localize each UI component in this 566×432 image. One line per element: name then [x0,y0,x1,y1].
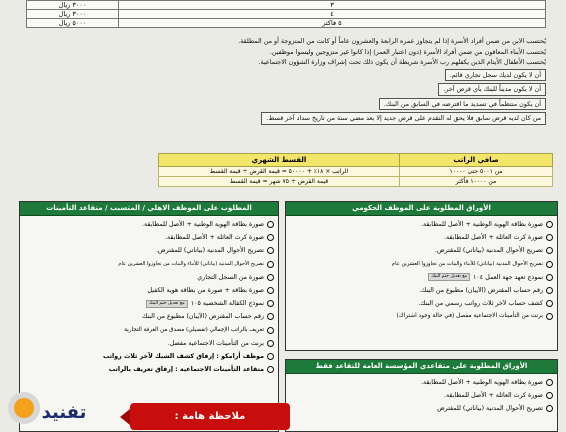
rule-line: يُحتسب الأبناء المعاقون من ضمن أفراد الأسرة (دون اعتبار العمر) إذا كانوا غير متزوجين وليسوا موظفين. [269,47,546,56]
item-text: صورة بطاقة الهوية الوطنية + الأصل للمطابقة. [420,379,543,386]
list-item [290,389,553,402]
item-text: رقم حساب المقترض (الآيبان) مطبوع من البنك [142,313,264,321]
bullet-icon [546,274,553,281]
list-item [290,271,553,284]
fee-count: ٣ [119,1,546,10]
retiree-panel [285,359,558,432]
list-item [290,402,553,415]
item-text: رقم حساب المقترض (الآيبان) مطبوع من البنك. [419,286,543,294]
bullet-icon [267,327,274,334]
list-item [24,297,274,310]
bullet-icon [267,300,274,307]
item-text: صورة بطاقة الهوية الوطنية + الأصل للمطابقة. [141,221,264,228]
bullet-icon [546,221,553,228]
item-text: تعريف بالراتب الإجمالي (تفصيلي) مصدق من الغرفة التجارية [124,326,264,333]
fee-amount: ٣٠٠٠ ريال [27,1,119,10]
panel-title: المطلوب على الموظف الاهلي / المتسبب / متقاعد التأمينات [20,202,278,216]
important-note-banner: ملاحظة هامة : [130,403,290,430]
list-item [290,258,553,271]
bullet-icon [546,300,553,307]
list-item [290,218,553,231]
list-item [290,284,553,297]
bullet-icon [267,221,274,228]
bullet-icon [267,287,274,294]
panel-title: الأوراق المطلوبة على متقاعدي المؤسسة العامة للتقاعد فقط [286,360,557,374]
item-text: صورة بطاقة الهوية الوطنية + الأصل للمطابقة. [420,221,543,228]
installment-formula: قيمة القرض ÷ ٧٥ شهر = قيمة القسط [159,177,400,187]
logo-text: تفنيد [41,402,87,423]
bullet-icon [267,274,274,281]
condition-line: أن يكون منتظماً في تسديد ما اقترضه في السابق من البنك. [379,98,546,111]
bullet-icon [546,247,553,254]
condition-line: أن لا يكون مديناً للبنك بأي قرض آخر. [438,83,546,96]
site-logo [2,388,98,430]
gov-employee-panel [285,201,558,351]
list-item [24,231,274,244]
salary-table [158,153,553,187]
item-text: تصريح الأحوال المدنية (بياناتي) للأبناء والبنات من تجاوزوا العشرين عام [118,260,264,267]
item-text: تصريح الأحوال المدنية (بياناتي) للمقترض. [435,247,543,255]
bullet-icon [546,313,553,320]
bullet-icon [267,366,274,373]
item-text: نموذج تعهد جهة العمل ١٠٤ [473,273,543,281]
item-text: نموذج الكفالة الشخصية ١٠٥ [190,300,264,308]
rule-line: يُحتسب الابن من ضمن أفراد الأسرة إذا لم يتجاوز عمره الرابعة والعشرون عاماً أو كانت من المتزوجة أو من المطلقة. [238,37,546,45]
bullet-icon [267,313,274,320]
bullet-icon [546,287,553,294]
item-text: صورة من السجل التجاري [197,273,264,281]
salary-range: من ٥٠٠١ حتى ١٠٠٠٠ [400,167,553,177]
list-item [24,218,274,231]
bullet-icon [267,340,274,347]
list-item [24,258,274,271]
item-text: تصريح الأحوال المدنية (بياناتي) للمقترض [437,405,543,413]
fee-count: ٥ فاكثر [119,19,546,28]
table-row [27,10,546,19]
list-item [24,244,274,257]
item-text: برنت من التأمينات الاجتماعية مفصل (في حالة وجود اشتراك) [396,313,543,320]
installment-formula: الراتب × ١٨٪ + ٥٠٠٠٠ = قيمة القرض ÷ قيمة القسط [159,167,400,177]
list-item [24,310,274,323]
bullet-icon [267,353,274,360]
installment-header: القسط الشهري [159,154,400,167]
bullet-icon [546,392,553,399]
item-text: تصريح الأحوال المدنية (بياناتي) للأبناء والبنات من تجاوزوا العشرين عام [391,260,543,267]
salary-header: صافي الراتب [400,154,553,167]
list-item [24,350,274,363]
item-text: تصريح الأحوال المدنية (بياناتي) للمقترض. [156,247,264,255]
bullet-icon [546,261,553,268]
bullet-icon [546,405,553,412]
bullet-icon [267,234,274,241]
list-item [290,310,553,323]
condition-line: من كان لديه قرض سابق فلا يحق له التقدم على قرض جديد إلا بعد مضي سنة من تاريخ سداد آخر قسط. [261,112,546,125]
item-text: برنت من التأمينات الاجتماعية مفصل. [167,339,264,347]
fee-count: ٤ [119,10,546,19]
stamp-tag: مع تعديل ختم البنك [428,273,470,281]
item-text: متقاعد التأمينات الاجتماعية : إرفاق تعريف بالراتب [108,366,264,374]
list-item [290,231,553,244]
panel-title: الأوراق المطلوبة على الموظف الحكومي [286,202,557,216]
stamp-tag: مع تعديل ختم البنك [146,300,188,308]
item-text: صورة بطاقة + صورة من بطاقة هوية الكفيل [147,286,264,294]
item-text: صورة كرت العائلة + الأصل للمطابقة. [444,392,543,400]
fee-table [26,0,546,28]
salary-range: من ١٠٠٠٠ فأكثر [400,177,553,187]
item-text: كشف حساب لآخر ثلاث رواتب رسمي من البنك. [418,300,543,308]
list-item [24,271,274,284]
list-item [290,376,553,389]
item-text: صورة كرت العائلة + الأصل للمطابقة. [165,234,264,242]
list-item [290,297,553,310]
bullet-icon [267,261,274,268]
list-item [24,324,274,337]
bullet-icon [267,247,274,254]
list-item [290,244,553,257]
eligibility-rules [26,36,546,126]
table-row [27,19,546,28]
logo-flame-icon [14,398,34,418]
fee-amount: ٥٠٠٠ ريال [27,19,119,28]
list-item [24,337,274,350]
list-item [24,284,274,297]
bullet-icon [546,379,553,386]
table-row [159,167,553,177]
bullet-icon [546,234,553,241]
condition-line: أن لا يكون لديك سجل تجاري قائم. [445,69,546,82]
rule-line: يُحتسب الأطفال الأيتام الذين يكفلهم رب الأسرة شريطة أن يكون ذلك تحت إشراف وزارة الشؤون الاجتماعية. [258,58,546,66]
fee-amount: ٣٠٠٠ ريال [27,10,119,19]
list-item [24,363,274,376]
item-text: صورة كرت العائلة + الأصل للمطابقة. [444,234,543,242]
item-text: موظف أرامكو : إرفاق كشف الشبك لآخر ثلاث رواتب [103,352,264,360]
table-row [27,1,546,10]
table-row [159,177,553,187]
